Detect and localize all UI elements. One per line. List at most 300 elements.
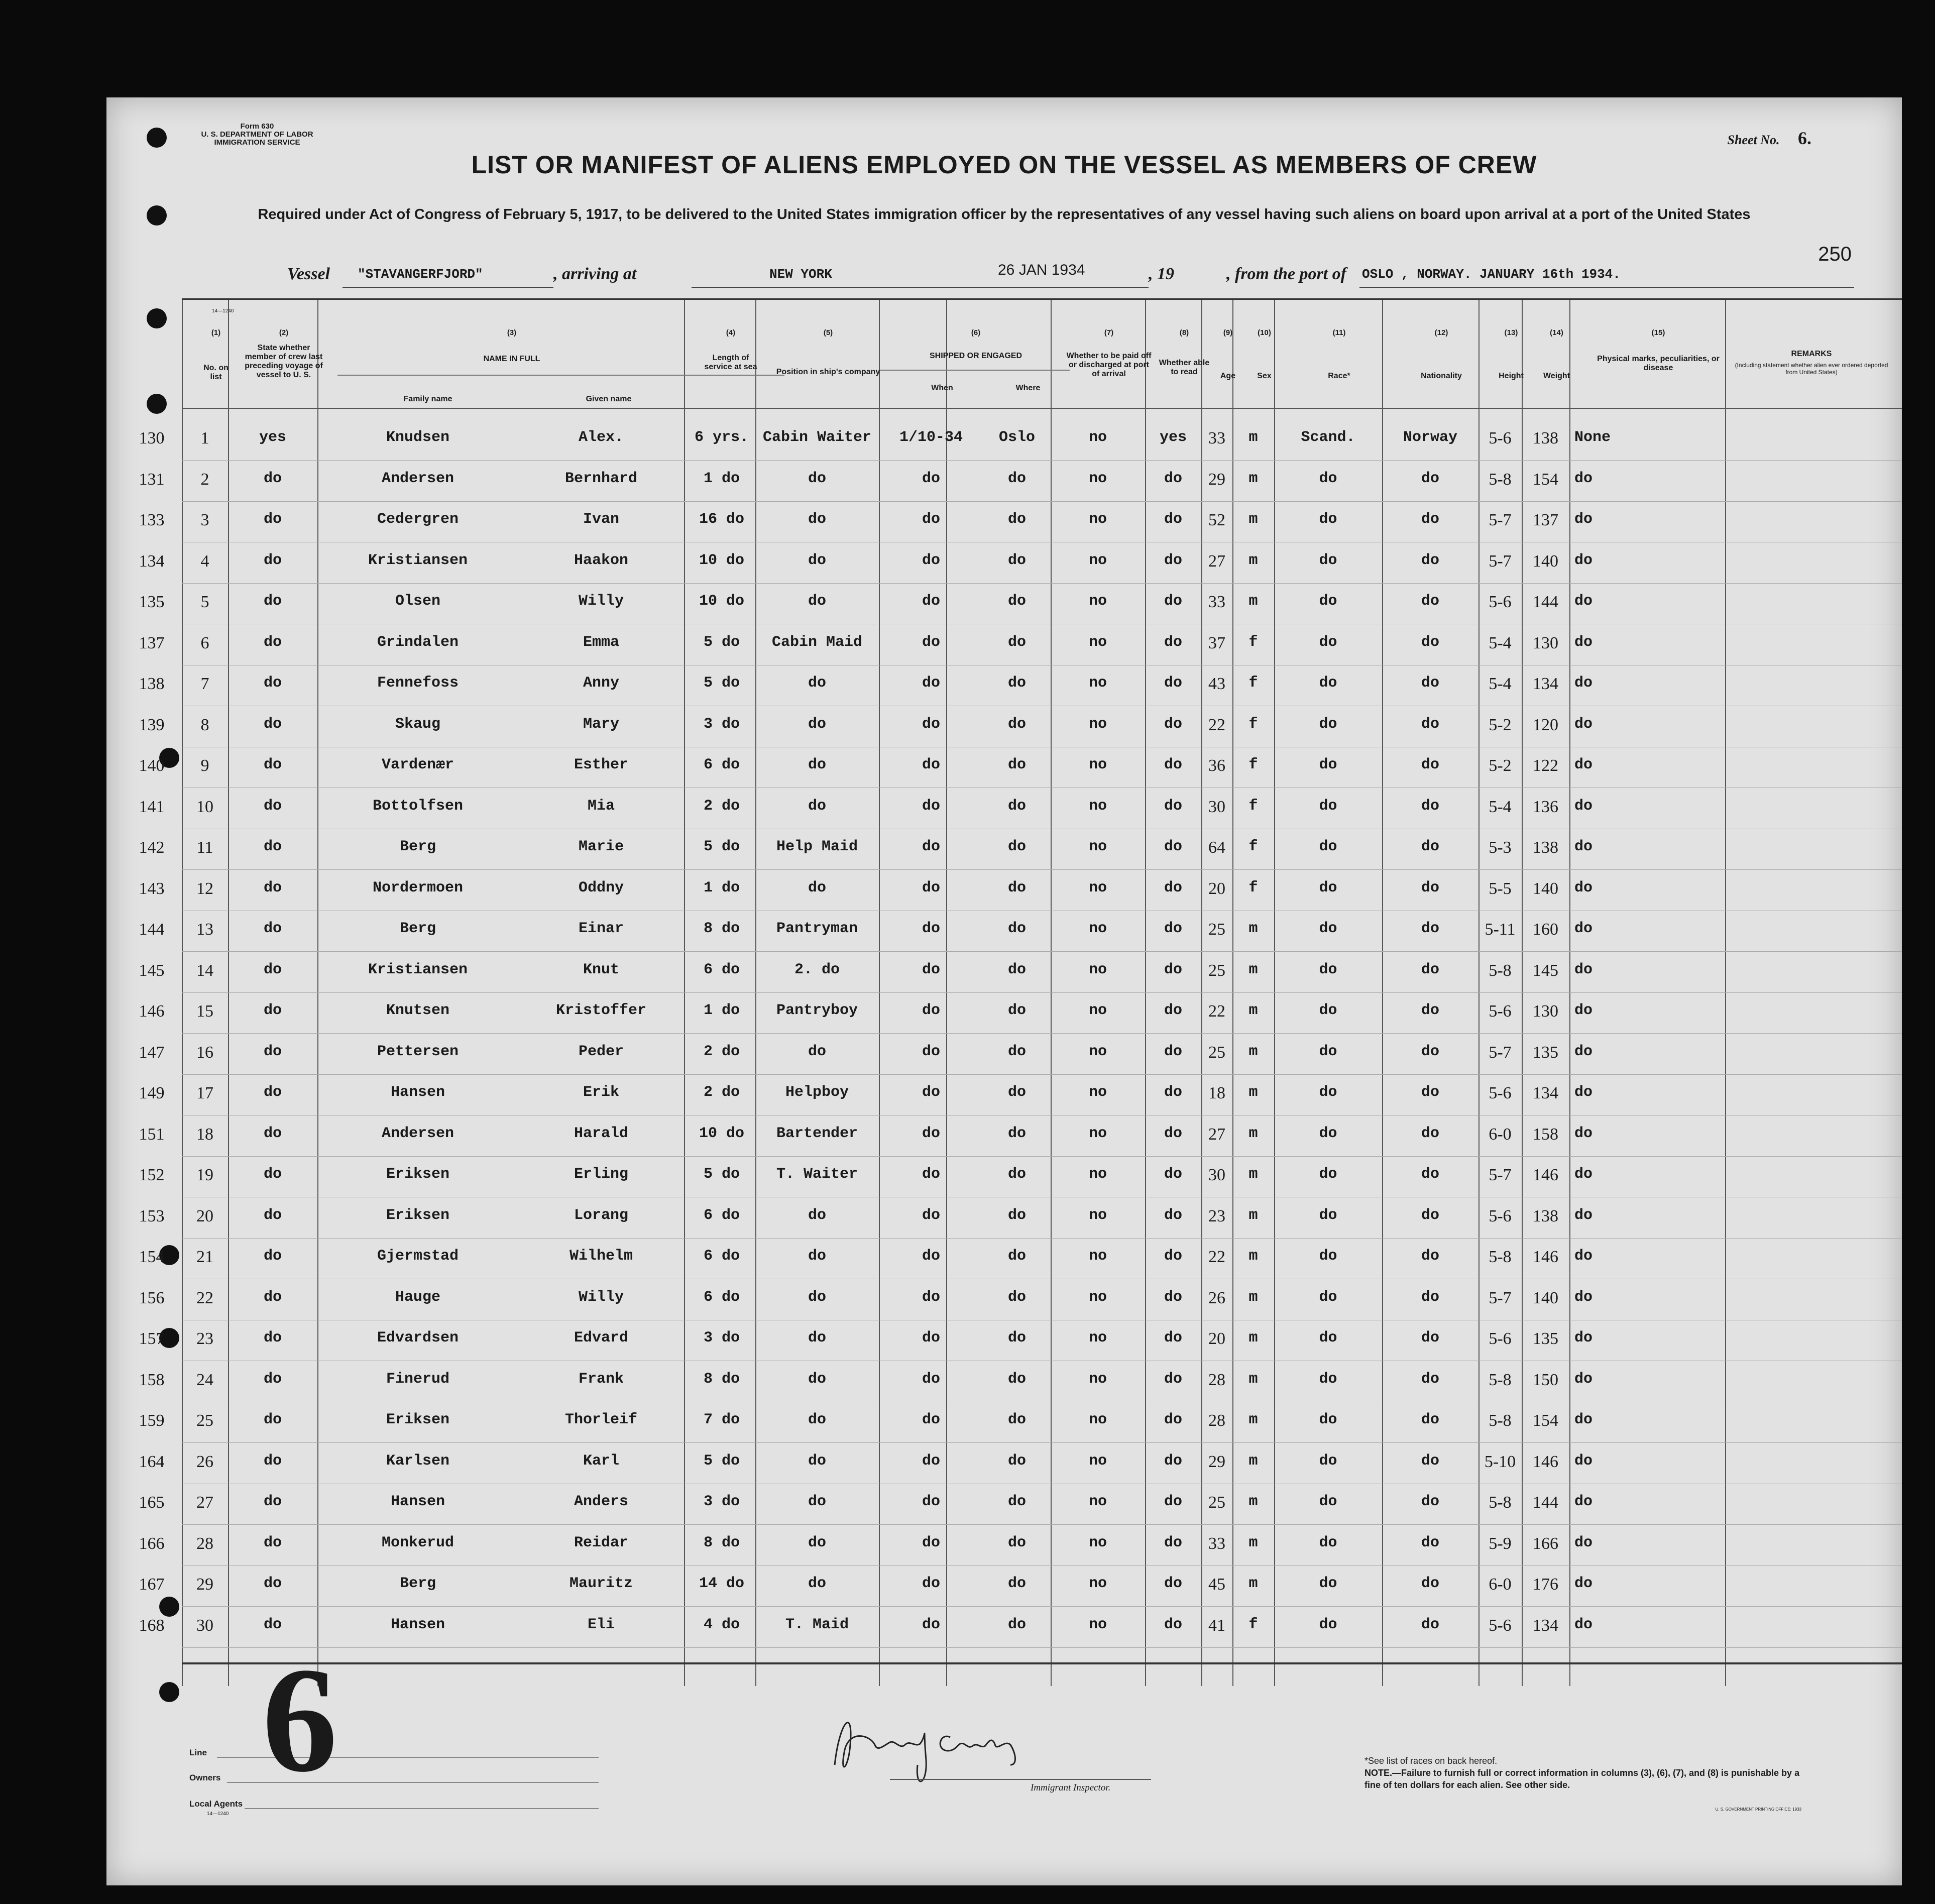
age: 30 xyxy=(1208,797,1225,816)
engaged-when: do xyxy=(922,1166,940,1183)
binder-hole xyxy=(147,205,167,226)
header-where: Where xyxy=(1015,384,1041,392)
paid-off: no xyxy=(1088,920,1107,937)
sex: m xyxy=(1248,593,1258,610)
physical-marks: do xyxy=(1574,593,1593,610)
ship-position: do xyxy=(808,1370,826,1388)
race: do xyxy=(1319,1575,1337,1592)
given-name: Lorang xyxy=(574,1206,629,1224)
previous-voyage: do xyxy=(263,1493,282,1510)
weight: 166 xyxy=(1533,1534,1558,1553)
paid-off: no xyxy=(1088,593,1107,610)
engaged-where: do xyxy=(1007,1288,1026,1306)
given-name: Willy xyxy=(578,593,624,610)
length-of-service: 6 do xyxy=(703,1248,740,1265)
age: 64 xyxy=(1208,838,1225,857)
printer-code: 14—1240 xyxy=(212,308,234,314)
able-to-read: do xyxy=(1164,1370,1182,1388)
given-name: Bernhard xyxy=(564,470,638,487)
engaged-when: do xyxy=(922,920,940,937)
list-number: 16 xyxy=(196,1043,213,1062)
family-name: Edvardsen xyxy=(377,1329,459,1347)
header-given-name: Given name xyxy=(586,395,632,403)
col-num-11: (11) xyxy=(1332,328,1346,337)
margin-manifest-number: 164 xyxy=(139,1452,165,1471)
family-name: Andersen xyxy=(381,470,454,487)
length-of-service: 5 do xyxy=(703,633,740,651)
previous-voyage: do xyxy=(263,1616,282,1633)
given-name: Erling xyxy=(574,1166,629,1183)
header-name-in-full: NAME IN FULL xyxy=(483,355,540,363)
sex: m xyxy=(1248,1575,1258,1592)
given-name: Anders xyxy=(574,1493,629,1510)
col-num-9: (9) xyxy=(1223,328,1233,337)
paid-off: no xyxy=(1088,1043,1107,1060)
age: 18 xyxy=(1208,1084,1225,1102)
given-name: Thorleif xyxy=(564,1411,638,1428)
header-remarks: REMARKS xyxy=(1791,350,1832,358)
physical-marks: do xyxy=(1574,1125,1593,1142)
paid-off: no xyxy=(1088,1575,1107,1592)
given-name: Ivan xyxy=(583,511,619,528)
race: do xyxy=(1319,1248,1337,1265)
family-name: Skaug xyxy=(395,715,440,733)
given-name: Frank xyxy=(578,1370,624,1388)
given-name: Erik xyxy=(583,1084,619,1101)
sex: m xyxy=(1248,1370,1258,1388)
row-rule xyxy=(182,869,1902,870)
race: do xyxy=(1319,633,1337,651)
engaged-when: do xyxy=(922,470,940,487)
row-rule xyxy=(182,1238,1902,1239)
list-number: 25 xyxy=(196,1411,213,1430)
physical-marks: do xyxy=(1574,675,1593,692)
list-number: 18 xyxy=(196,1125,213,1144)
previous-voyage: do xyxy=(263,593,282,610)
vessel-line xyxy=(106,262,1902,295)
race: do xyxy=(1319,1166,1337,1183)
able-to-read: do xyxy=(1164,1616,1182,1633)
given-name: Edvard xyxy=(574,1329,629,1347)
sex: m xyxy=(1248,1411,1258,1428)
age: 52 xyxy=(1208,511,1225,529)
sex: m xyxy=(1248,1248,1258,1265)
length-of-service: 2 do xyxy=(703,1043,740,1060)
col-num-5: (5) xyxy=(823,328,833,337)
header-able-read: Whether able to read xyxy=(1159,359,1210,376)
weight: 146 xyxy=(1533,1248,1558,1266)
physical-marks: do xyxy=(1574,920,1593,937)
header-physical: Physical marks, peculiarities, or disease xyxy=(1597,355,1720,372)
margin-manifest-number: 141 xyxy=(139,797,165,816)
able-to-read: do xyxy=(1164,879,1182,897)
race: do xyxy=(1319,470,1337,487)
engaged-where: do xyxy=(1007,1125,1026,1142)
agents-code: 14—1240 xyxy=(207,1811,229,1817)
previous-voyage: do xyxy=(263,1084,282,1101)
row-rule xyxy=(182,583,1902,584)
race: do xyxy=(1319,1616,1337,1633)
engaged-when: do xyxy=(922,1329,940,1347)
margin-manifest-number: 146 xyxy=(139,1002,165,1021)
engaged-when: do xyxy=(922,961,940,978)
header-member-prev: State whether member of crew last preceding voyage of vessel to U. S. xyxy=(245,344,323,379)
sheet-number-value: 6. xyxy=(1798,128,1811,148)
owners-label: Owners xyxy=(189,1773,221,1782)
row-rule xyxy=(182,951,1902,952)
age: 23 xyxy=(1208,1206,1225,1225)
age: 25 xyxy=(1208,961,1225,980)
engaged-when: do xyxy=(922,1288,940,1306)
nationality: do xyxy=(1421,1534,1439,1551)
ship-position: do xyxy=(808,675,826,692)
previous-voyage: do xyxy=(263,1206,282,1224)
ship-position: do xyxy=(808,1575,826,1592)
binder-hole xyxy=(147,308,167,328)
sex: m xyxy=(1248,511,1258,528)
margin-manifest-number: 167 xyxy=(139,1575,165,1594)
header-paid-off: Whether to be paid off or discharged at port of arrival xyxy=(1066,352,1152,378)
engaged-where: do xyxy=(1007,1166,1026,1183)
margin-manifest-number: 143 xyxy=(139,879,165,898)
able-to-read: do xyxy=(1164,1534,1182,1551)
ship-position: do xyxy=(808,511,826,528)
length-of-service: 5 do xyxy=(703,1166,740,1183)
paid-off: no xyxy=(1088,1002,1107,1019)
footer-notes xyxy=(1364,1755,1816,1791)
ship-position: do xyxy=(808,1248,826,1265)
weight: 120 xyxy=(1533,715,1558,734)
row-rule xyxy=(182,1442,1902,1443)
family-name: Fennefoss xyxy=(377,675,459,692)
weight: 144 xyxy=(1533,593,1558,611)
able-to-read: do xyxy=(1164,675,1182,692)
engaged-when: do xyxy=(922,879,940,897)
able-to-read: do xyxy=(1164,1125,1182,1142)
weight: 138 xyxy=(1533,838,1558,857)
engaged-when: do xyxy=(922,1534,940,1551)
col-num-15: (15) xyxy=(1651,328,1665,337)
margin-manifest-number: 159 xyxy=(139,1411,165,1430)
nationality: do xyxy=(1421,1411,1439,1428)
age: 29 xyxy=(1208,1452,1225,1471)
margin-manifest-number: 168 xyxy=(139,1616,165,1635)
nationality: do xyxy=(1421,1043,1439,1060)
age: 27 xyxy=(1208,1125,1225,1144)
age: 33 xyxy=(1208,429,1225,447)
family-name: Knudsen xyxy=(386,429,450,446)
age: 25 xyxy=(1208,1043,1225,1062)
margin-manifest-number: 144 xyxy=(139,920,165,939)
engaged-when: do xyxy=(922,1002,940,1019)
list-number: 6 xyxy=(200,633,209,652)
physical-marks: do xyxy=(1574,1534,1593,1551)
length-of-service: 3 do xyxy=(703,715,740,733)
weight: 134 xyxy=(1533,675,1558,693)
margin-manifest-number: 152 xyxy=(139,1166,165,1184)
engaged-where: do xyxy=(1007,1043,1026,1060)
physical-marks: do xyxy=(1574,1493,1593,1510)
ship-position: do xyxy=(808,797,826,815)
engaged-when: do xyxy=(922,1248,940,1265)
race: do xyxy=(1319,920,1337,937)
engaged-where: do xyxy=(1007,1616,1026,1633)
height: 5-6 xyxy=(1489,593,1512,611)
able-to-read: do xyxy=(1164,551,1182,569)
age: 45 xyxy=(1208,1575,1225,1594)
handwritten-line-number: 250 xyxy=(1818,243,1852,265)
race: do xyxy=(1319,1452,1337,1470)
sex: m xyxy=(1248,551,1258,569)
height: 5-8 xyxy=(1489,470,1512,489)
list-number: 30 xyxy=(196,1616,213,1635)
previous-voyage: do xyxy=(263,1288,282,1306)
nationality: do xyxy=(1421,961,1439,978)
given-name: Mary xyxy=(583,715,619,733)
physical-marks: do xyxy=(1574,756,1593,773)
previous-voyage: do xyxy=(263,1452,282,1470)
height: 5-5 xyxy=(1489,879,1512,898)
list-number: 13 xyxy=(196,920,213,939)
sheet-number-label: Sheet No. xyxy=(1727,133,1780,147)
ship-position: do xyxy=(808,1206,826,1224)
family-name: Gjermstad xyxy=(377,1248,459,1265)
paid-off: no xyxy=(1088,797,1107,815)
paid-off: no xyxy=(1088,1411,1107,1428)
physical-marks: do xyxy=(1574,470,1593,487)
list-number: 2 xyxy=(200,470,209,489)
previous-voyage: do xyxy=(263,1125,282,1142)
family-name: Grindalen xyxy=(377,633,459,651)
engaged-where: do xyxy=(1007,1411,1026,1428)
height: 5-4 xyxy=(1489,797,1512,816)
able-to-read: do xyxy=(1164,1329,1182,1347)
race: do xyxy=(1319,1534,1337,1551)
nationality: do xyxy=(1421,879,1439,897)
margin-manifest-number: 165 xyxy=(139,1493,165,1512)
header-nationality: Nationality xyxy=(1421,372,1462,380)
margin-manifest-number: 153 xyxy=(139,1206,165,1225)
age: 27 xyxy=(1208,551,1225,571)
printing-office-note: U. S. GOVERNMENT PRINTING OFFICE: 1933 xyxy=(1715,1807,1801,1812)
engaged-when: do xyxy=(922,1452,940,1470)
given-name: Wilhelm xyxy=(569,1248,633,1265)
engaged-when: do xyxy=(922,1616,940,1633)
age: 25 xyxy=(1208,1493,1225,1512)
col-num-4: (4) xyxy=(726,328,736,337)
engaged-where: do xyxy=(1007,756,1026,773)
previous-voyage: do xyxy=(263,551,282,569)
header-age: Age xyxy=(1220,372,1236,380)
physical-marks: do xyxy=(1574,1452,1593,1470)
margin-manifest-number: 135 xyxy=(139,593,165,611)
ship-position: 2. do xyxy=(794,961,840,978)
race: do xyxy=(1319,1206,1337,1224)
manifest-sheet xyxy=(106,97,1902,1885)
family-name: Berg xyxy=(399,920,436,937)
margin-manifest-number: 149 xyxy=(139,1084,165,1102)
length-of-service: 16 do xyxy=(699,511,744,528)
margin-manifest-number: 138 xyxy=(139,675,165,693)
list-number: 10 xyxy=(196,797,213,816)
able-to-read: do xyxy=(1164,838,1182,855)
height: 5-6 xyxy=(1489,429,1512,447)
previous-voyage: do xyxy=(263,797,282,815)
weight: 140 xyxy=(1533,879,1558,898)
engaged-where: do xyxy=(1007,675,1026,692)
previous-voyage: do xyxy=(263,715,282,733)
physical-marks: do xyxy=(1574,961,1593,978)
header-family-name: Family name xyxy=(403,395,452,403)
age: 43 xyxy=(1208,675,1225,693)
age: 37 xyxy=(1208,633,1225,652)
age: 25 xyxy=(1208,920,1225,939)
nationality: do xyxy=(1421,633,1439,651)
service-name: IMMIGRATION SERVICE xyxy=(214,138,300,147)
given-name: Knut xyxy=(583,961,619,978)
age: 20 xyxy=(1208,1329,1225,1348)
list-number: 26 xyxy=(196,1452,213,1471)
vessel-name: "STAVANGERFJORD" xyxy=(358,267,483,282)
engaged-where: do xyxy=(1007,1534,1026,1551)
height: 5-11 xyxy=(1485,920,1516,939)
engaged-when: do xyxy=(922,1370,940,1388)
age: 22 xyxy=(1208,1248,1225,1266)
physical-marks: do xyxy=(1574,1043,1593,1060)
weight: 158 xyxy=(1533,1125,1558,1144)
height: 5-2 xyxy=(1489,715,1512,734)
height: 5-6 xyxy=(1489,1206,1512,1225)
family-name: Knutsen xyxy=(386,1002,450,1019)
race: do xyxy=(1319,756,1337,773)
row-rule xyxy=(182,501,1902,502)
weight: 135 xyxy=(1533,1329,1558,1348)
margin-manifest-number: 145 xyxy=(139,961,165,980)
length-of-service: 8 do xyxy=(703,1534,740,1551)
nationality: do xyxy=(1421,1084,1439,1101)
sex: m xyxy=(1248,1166,1258,1183)
list-number: 3 xyxy=(200,511,209,529)
race: Scand. xyxy=(1301,429,1355,446)
paid-off: no xyxy=(1088,1493,1107,1510)
given-name: Marie xyxy=(578,838,624,855)
engaged-when: do xyxy=(922,633,940,651)
race: do xyxy=(1319,593,1337,610)
engaged-when: do xyxy=(922,551,940,569)
weight: 145 xyxy=(1533,961,1558,980)
length-of-service: 3 do xyxy=(703,1493,740,1510)
margin-manifest-number: 137 xyxy=(139,633,165,652)
engaged-when: 1/10-34 xyxy=(899,429,963,446)
engaged-where: do xyxy=(1007,1493,1026,1510)
able-to-read: do xyxy=(1164,797,1182,815)
family-name: Hansen xyxy=(390,1084,445,1101)
list-number: 29 xyxy=(196,1575,213,1594)
paid-off: no xyxy=(1088,1248,1107,1265)
handwritten-sheet-six: 6 xyxy=(262,1636,337,1803)
physical-marks: do xyxy=(1574,551,1593,569)
engaged-when: do xyxy=(922,1125,940,1142)
sex: m xyxy=(1248,1084,1258,1101)
margin-manifest-number: 158 xyxy=(139,1370,165,1389)
nationality: do xyxy=(1421,1125,1439,1142)
height: 5-8 xyxy=(1489,1411,1512,1430)
nationality: do xyxy=(1421,1248,1439,1265)
physical-marks: do xyxy=(1574,1616,1593,1633)
height: 5-6 xyxy=(1489,1002,1512,1021)
length-of-service: 1 do xyxy=(703,1002,740,1019)
engaged-where: do xyxy=(1007,470,1026,487)
ship-position: do xyxy=(808,1329,826,1347)
local-agents-label: Local Agents xyxy=(189,1799,243,1809)
previous-voyage: do xyxy=(263,1411,282,1428)
given-name: Mia xyxy=(587,797,615,815)
length-of-service: 2 do xyxy=(703,797,740,815)
age: 33 xyxy=(1208,1534,1225,1553)
previous-voyage: do xyxy=(263,1370,282,1388)
ship-position: do xyxy=(808,715,826,733)
race: do xyxy=(1319,1002,1337,1019)
paid-off: no xyxy=(1088,470,1107,487)
sex: m xyxy=(1248,961,1258,978)
given-name: Esther xyxy=(574,756,629,773)
weight: 122 xyxy=(1533,756,1558,775)
row-rule xyxy=(182,1606,1902,1607)
nationality: do xyxy=(1421,715,1439,733)
length-of-service: 6 do xyxy=(703,1206,740,1224)
previous-voyage: do xyxy=(263,879,282,897)
list-number: 27 xyxy=(196,1493,213,1512)
family-name: Kristiansen xyxy=(368,961,468,978)
nationality: do xyxy=(1421,675,1439,692)
family-name: Hauge xyxy=(395,1288,440,1306)
arrival-date-stamp: 26 JAN 1934 xyxy=(998,262,1085,278)
race: do xyxy=(1319,511,1337,528)
header-remarks-sub: (Including statement whether alien ever ordered deported from United States) xyxy=(1735,362,1888,376)
physical-marks: do xyxy=(1574,511,1593,528)
race: do xyxy=(1319,715,1337,733)
previous-voyage: do xyxy=(263,1248,282,1265)
list-number: 14 xyxy=(196,961,213,980)
length-of-service: 6 do xyxy=(703,1288,740,1306)
family-name: Karlsen xyxy=(386,1452,450,1470)
height: 5-10 xyxy=(1484,1452,1516,1471)
list-number: 1 xyxy=(200,429,209,447)
engaged-when: do xyxy=(922,593,940,610)
paid-off: no xyxy=(1088,715,1107,733)
previous-voyage: do xyxy=(263,1002,282,1019)
nationality: do xyxy=(1421,1166,1439,1183)
previous-voyage: do xyxy=(263,1575,282,1592)
length-of-service: 4 do xyxy=(703,1616,740,1633)
nationality: do xyxy=(1421,470,1439,487)
vessel-label: Vessel xyxy=(287,265,330,283)
length-of-service: 5 do xyxy=(703,838,740,855)
sex: m xyxy=(1248,1493,1258,1510)
inspector-label: Immigrant Inspector. xyxy=(1031,1782,1111,1793)
weight: 134 xyxy=(1533,1616,1558,1635)
engaged-where: do xyxy=(1007,879,1026,897)
given-name: Oddny xyxy=(578,879,624,897)
header-sex: Sex xyxy=(1257,372,1272,380)
list-number: 24 xyxy=(196,1370,213,1389)
physical-marks: None xyxy=(1574,429,1611,446)
previous-voyage: do xyxy=(263,920,282,937)
col-num-1: (1) xyxy=(211,328,221,337)
nationality: do xyxy=(1421,551,1439,569)
able-to-read: do xyxy=(1164,511,1182,528)
row-rule xyxy=(182,1156,1902,1157)
